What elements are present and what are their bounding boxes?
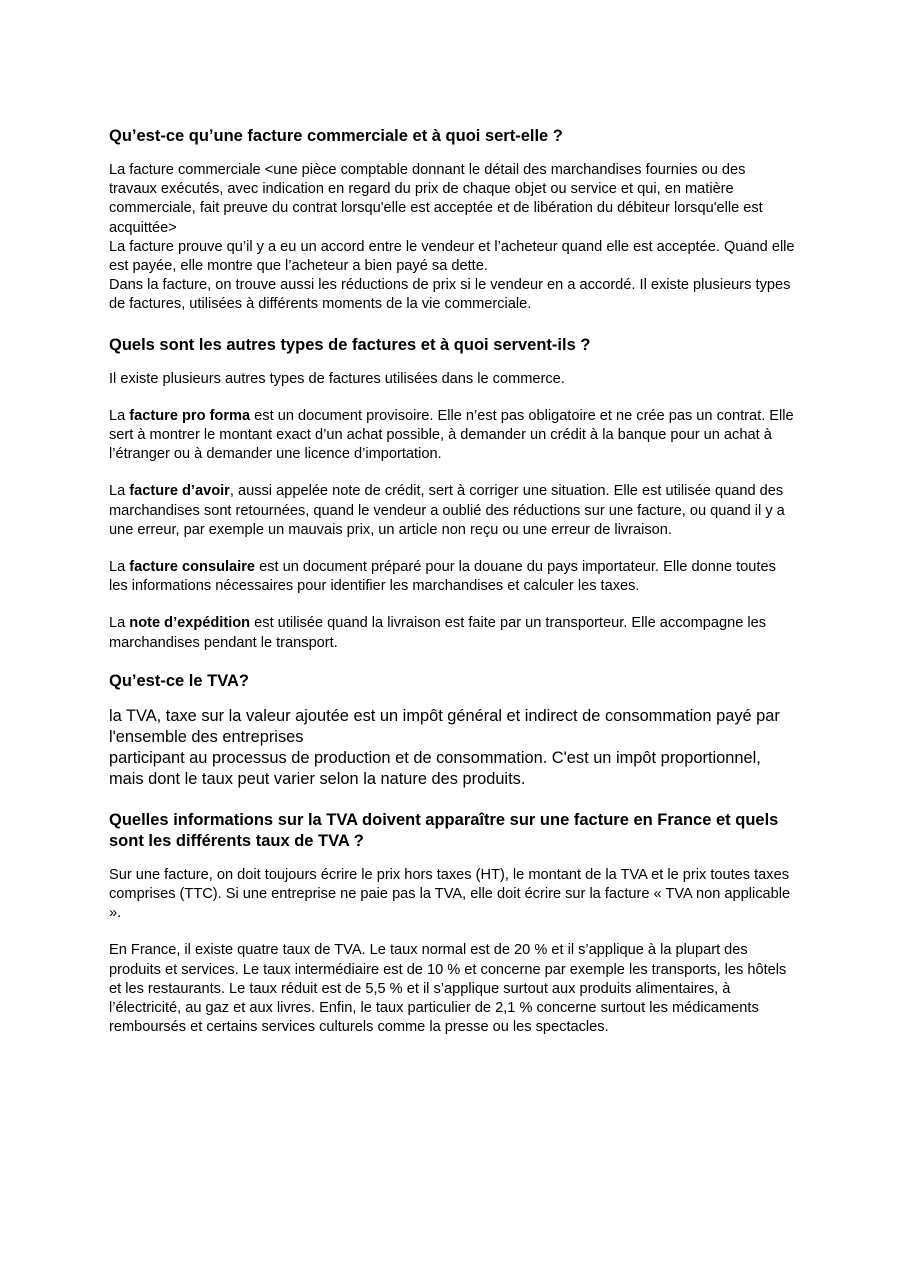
term-pro-forma: facture pro forma [129, 407, 251, 424]
prefix-text: La [109, 615, 130, 632]
paragraph-avoir [109, 482, 795, 540]
paragraph-consulaire [109, 558, 795, 596]
term-expedition: note d’expédition [129, 615, 251, 632]
paragraph-tva-definition: la TVA, taxe sur la valeur ajoutée est un impôt général et indirect de consommation payé par l'ensemble des entreprises [109, 706, 780, 746]
paragraph-expedition [109, 614, 795, 652]
paragraph-intro: Il existe plusieurs autres types de factures utilisées dans le commerce. [109, 370, 565, 387]
section-autres-types [109, 335, 795, 653]
paragraph-reductions: Dans la facture, on trouve aussi les réductions de prix si le vendeur en a accordé. Il existe plusieurs types de factures, utilisées à différents moments de la vie commerciale. [109, 277, 791, 313]
paragraph-taux-france: En France, il existe quatre taux de TVA. Le taux normal est de 20 % et il s’applique à la plupart des produits et services. Le taux intermédiaire est de 10 % et concerne par exemple les transports, les hôtels et les restaurants. Le taux réduit est de 5,5 % et il s’applique surtout aux produits alimentaires, à l’électricité, au gaz et aux livres. Enfin, le taux particulier de 2,1 % concerne surtout les médicaments remboursés et certains services culturels comme la presse ou les spectacles. [109, 942, 787, 1036]
paragraph-accord: La facture prouve qu’il y a eu un accord entre le vendeur et l’acheteur quand elle est acceptée. Quand elle est payée, elle montre que l’acheteur a bien payé sa dette. [109, 238, 795, 275]
document-content [109, 126, 795, 1051]
paragraph-mentions-facture: Sur une facture, on doit toujours écrire le prix hors taxes (HT), le montant de la TVA et le prix toutes taxes comprises (TTC). Si une entreprise ne paie pas la TVA, elle doit écrire sur la facture « TVA non applicable ». [109, 866, 791, 922]
section-title: Quels sont les autres types de factures et à quoi servent-ils ? [109, 335, 591, 354]
section-title: Quelles informations sur la TVA doivent apparaître sur une facture en France et quels sont les différents taux de TVA ? [109, 810, 779, 850]
paragraph-tva-proportionnel: participant au processus de production et de consommation. C'est un impôt proportionnel, mais dont le taux peut varier selon la nature des produits. [109, 748, 761, 788]
body-text: est utilisée quand la livraison est faite par un transporteur. Elle accompagne les marchandises pendant le transport. [109, 615, 767, 651]
section-tva [109, 671, 795, 790]
term-consulaire: facture consulaire [129, 559, 256, 576]
section-title: Qu’est-ce qu’une facture commerciale et à quoi sert-elle ? [109, 127, 563, 145]
term-avoir: facture d’avoir [129, 483, 230, 500]
body-text: , aussi appelée note de crédit, sert à corriger une situation. Elle est utilisée quand des marchandises sont retournées, quand le vendeur a oublié des réductions sur une facture, ou quand il y a une erreur, par exemple un mauvais prix, un article non reçu ou une erreur de livraison. [109, 483, 785, 538]
prefix-text: La [109, 559, 130, 576]
section-taux-tva [109, 810, 795, 1038]
body-text: est un document préparé pour la douane du pays importateur. Elle donne toutes les informations nécessaires pour identifier les marchandises et calculer les taxes. [109, 559, 776, 595]
prefix-text: La [109, 483, 130, 500]
paragraph-pro-forma [109, 407, 795, 465]
body-text: est un document provisoire. Elle n’est pas obligatoire et ne crée pas un contrat. Elle sert à montrer le montant exact d’un achat possible, à demander un crédit à la banque pour un achat à l’étranger ou à demander une licence d’importation. [109, 407, 794, 463]
prefix-text: La [109, 407, 130, 424]
paragraph-definition: La facture commerciale <une pièce comptable donnant le détail des marchandises fournies ou des travaux exécutés, avec indication en regard du prix de chaque objet ou service et qui, en matière commerciale, fait preuve du contrat lorsqu'elle est acceptée et de libération du débiteur lorsqu'elle est acquittée> [109, 162, 763, 236]
section-facture-commerciale [109, 126, 795, 315]
section-title: Qu’est-ce le TVA? [109, 671, 249, 690]
